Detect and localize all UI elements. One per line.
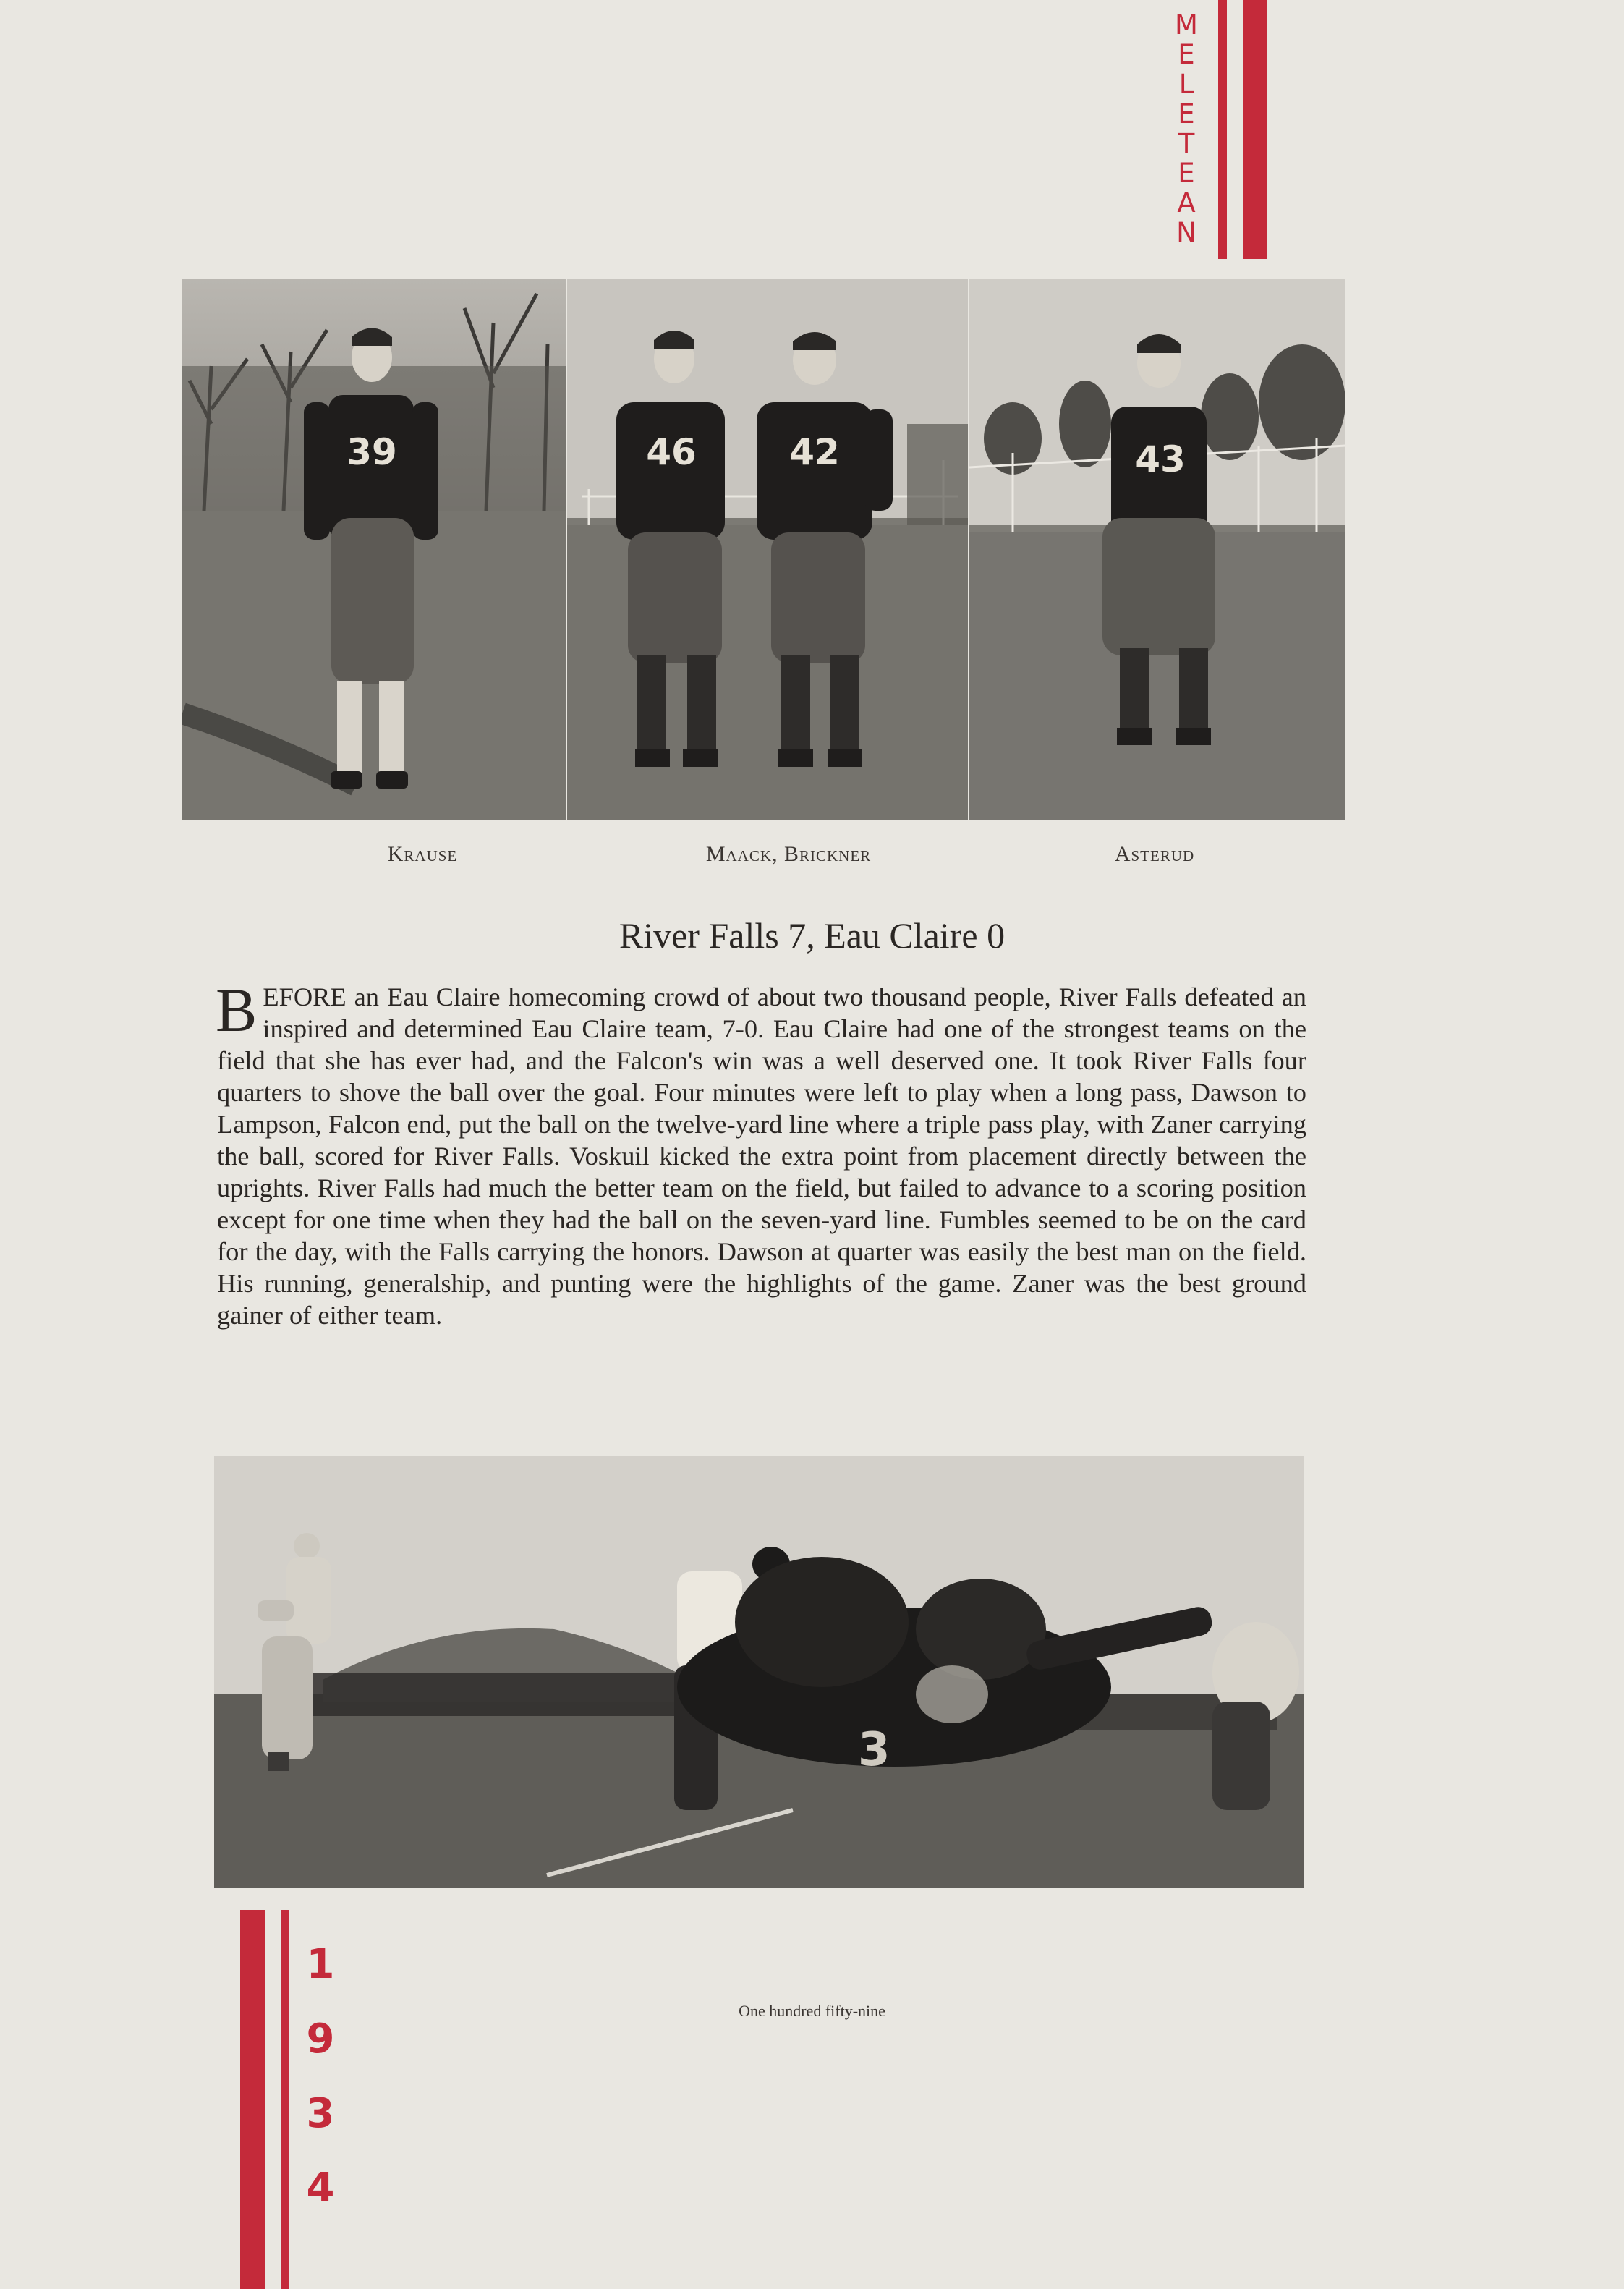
caption-asterud: Asterud (1114, 842, 1195, 866)
title-letter: T (1178, 128, 1195, 159)
title-letter: L (1178, 69, 1194, 100)
red-bar-thin-bottom (281, 1910, 289, 2289)
title-letter: E (1178, 98, 1195, 129)
title-letter: E (1178, 39, 1195, 70)
jersey-number: 39 (347, 431, 397, 473)
caption-maack-brickner: Maack, Brickner (705, 842, 872, 866)
title-letter: N (1176, 217, 1196, 248)
jersey-number: 42 (789, 431, 840, 473)
photo-krause (182, 279, 566, 820)
year-vertical (302, 1927, 339, 2225)
drop-cap: B (216, 975, 258, 1045)
year-digit: 9 (306, 2016, 335, 2063)
year-digit: 1 (306, 1941, 335, 1988)
jersey-number: 43 (1135, 438, 1186, 480)
jersey-number: 3 (858, 1723, 890, 1777)
photo-maack-brickner (567, 279, 968, 820)
photo-asterud (969, 279, 1345, 820)
title-letter: A (1177, 187, 1196, 218)
red-bar-thin-top (1218, 0, 1227, 259)
page-number: One hundred fifty-nine (739, 2002, 885, 2020)
year-digit: 4 (306, 2165, 335, 2212)
title-letter: E (1178, 158, 1195, 189)
article-body (216, 975, 1306, 1331)
jersey-number: 46 (646, 431, 697, 473)
caption-krause: Krause (387, 842, 458, 866)
year-digit: 3 (306, 2090, 335, 2137)
article-text: EFORE an Eau Claire homecoming crowd of about two thousand people, River Falls defeated an inspired and determined Eau Claire team, 7-0. Eau Claire had one of the strongest teams on the field that she has ever had, and the Falcon's win was a well deserved one. It took River Falls four quarters to shove the ball over the goal. Four minutes were left to play when a long pass, Dawson to Lampson, Falcon end, put the ball on the twelve-yard line where a triple pass play, with Zaner carrying the ball, scored for River Falls. Voskuil kicked the extra point from placement directly between the uprights. River Falls had much the better team on the field, but failed to advance to a scoring position except for one time when they had the ball on the seven-yard line. Fumbles seemed to be on the card for the day, with the Falls carrying the honors. Dawson at quarter was easily the best man on the field. His running, generalship, and punting were the highlights of the game. Zaner was the best ground gainer of either team. (217, 982, 1306, 1330)
red-bar-thick-top (1243, 0, 1267, 259)
title-letter: M (1175, 9, 1198, 41)
article-headline: River Falls 7, Eau Claire 0 (618, 915, 1006, 956)
photo-game-action (214, 1456, 1304, 1888)
yearbook-title-vertical (1170, 10, 1202, 247)
red-bar-thick-bottom (240, 1910, 265, 2289)
